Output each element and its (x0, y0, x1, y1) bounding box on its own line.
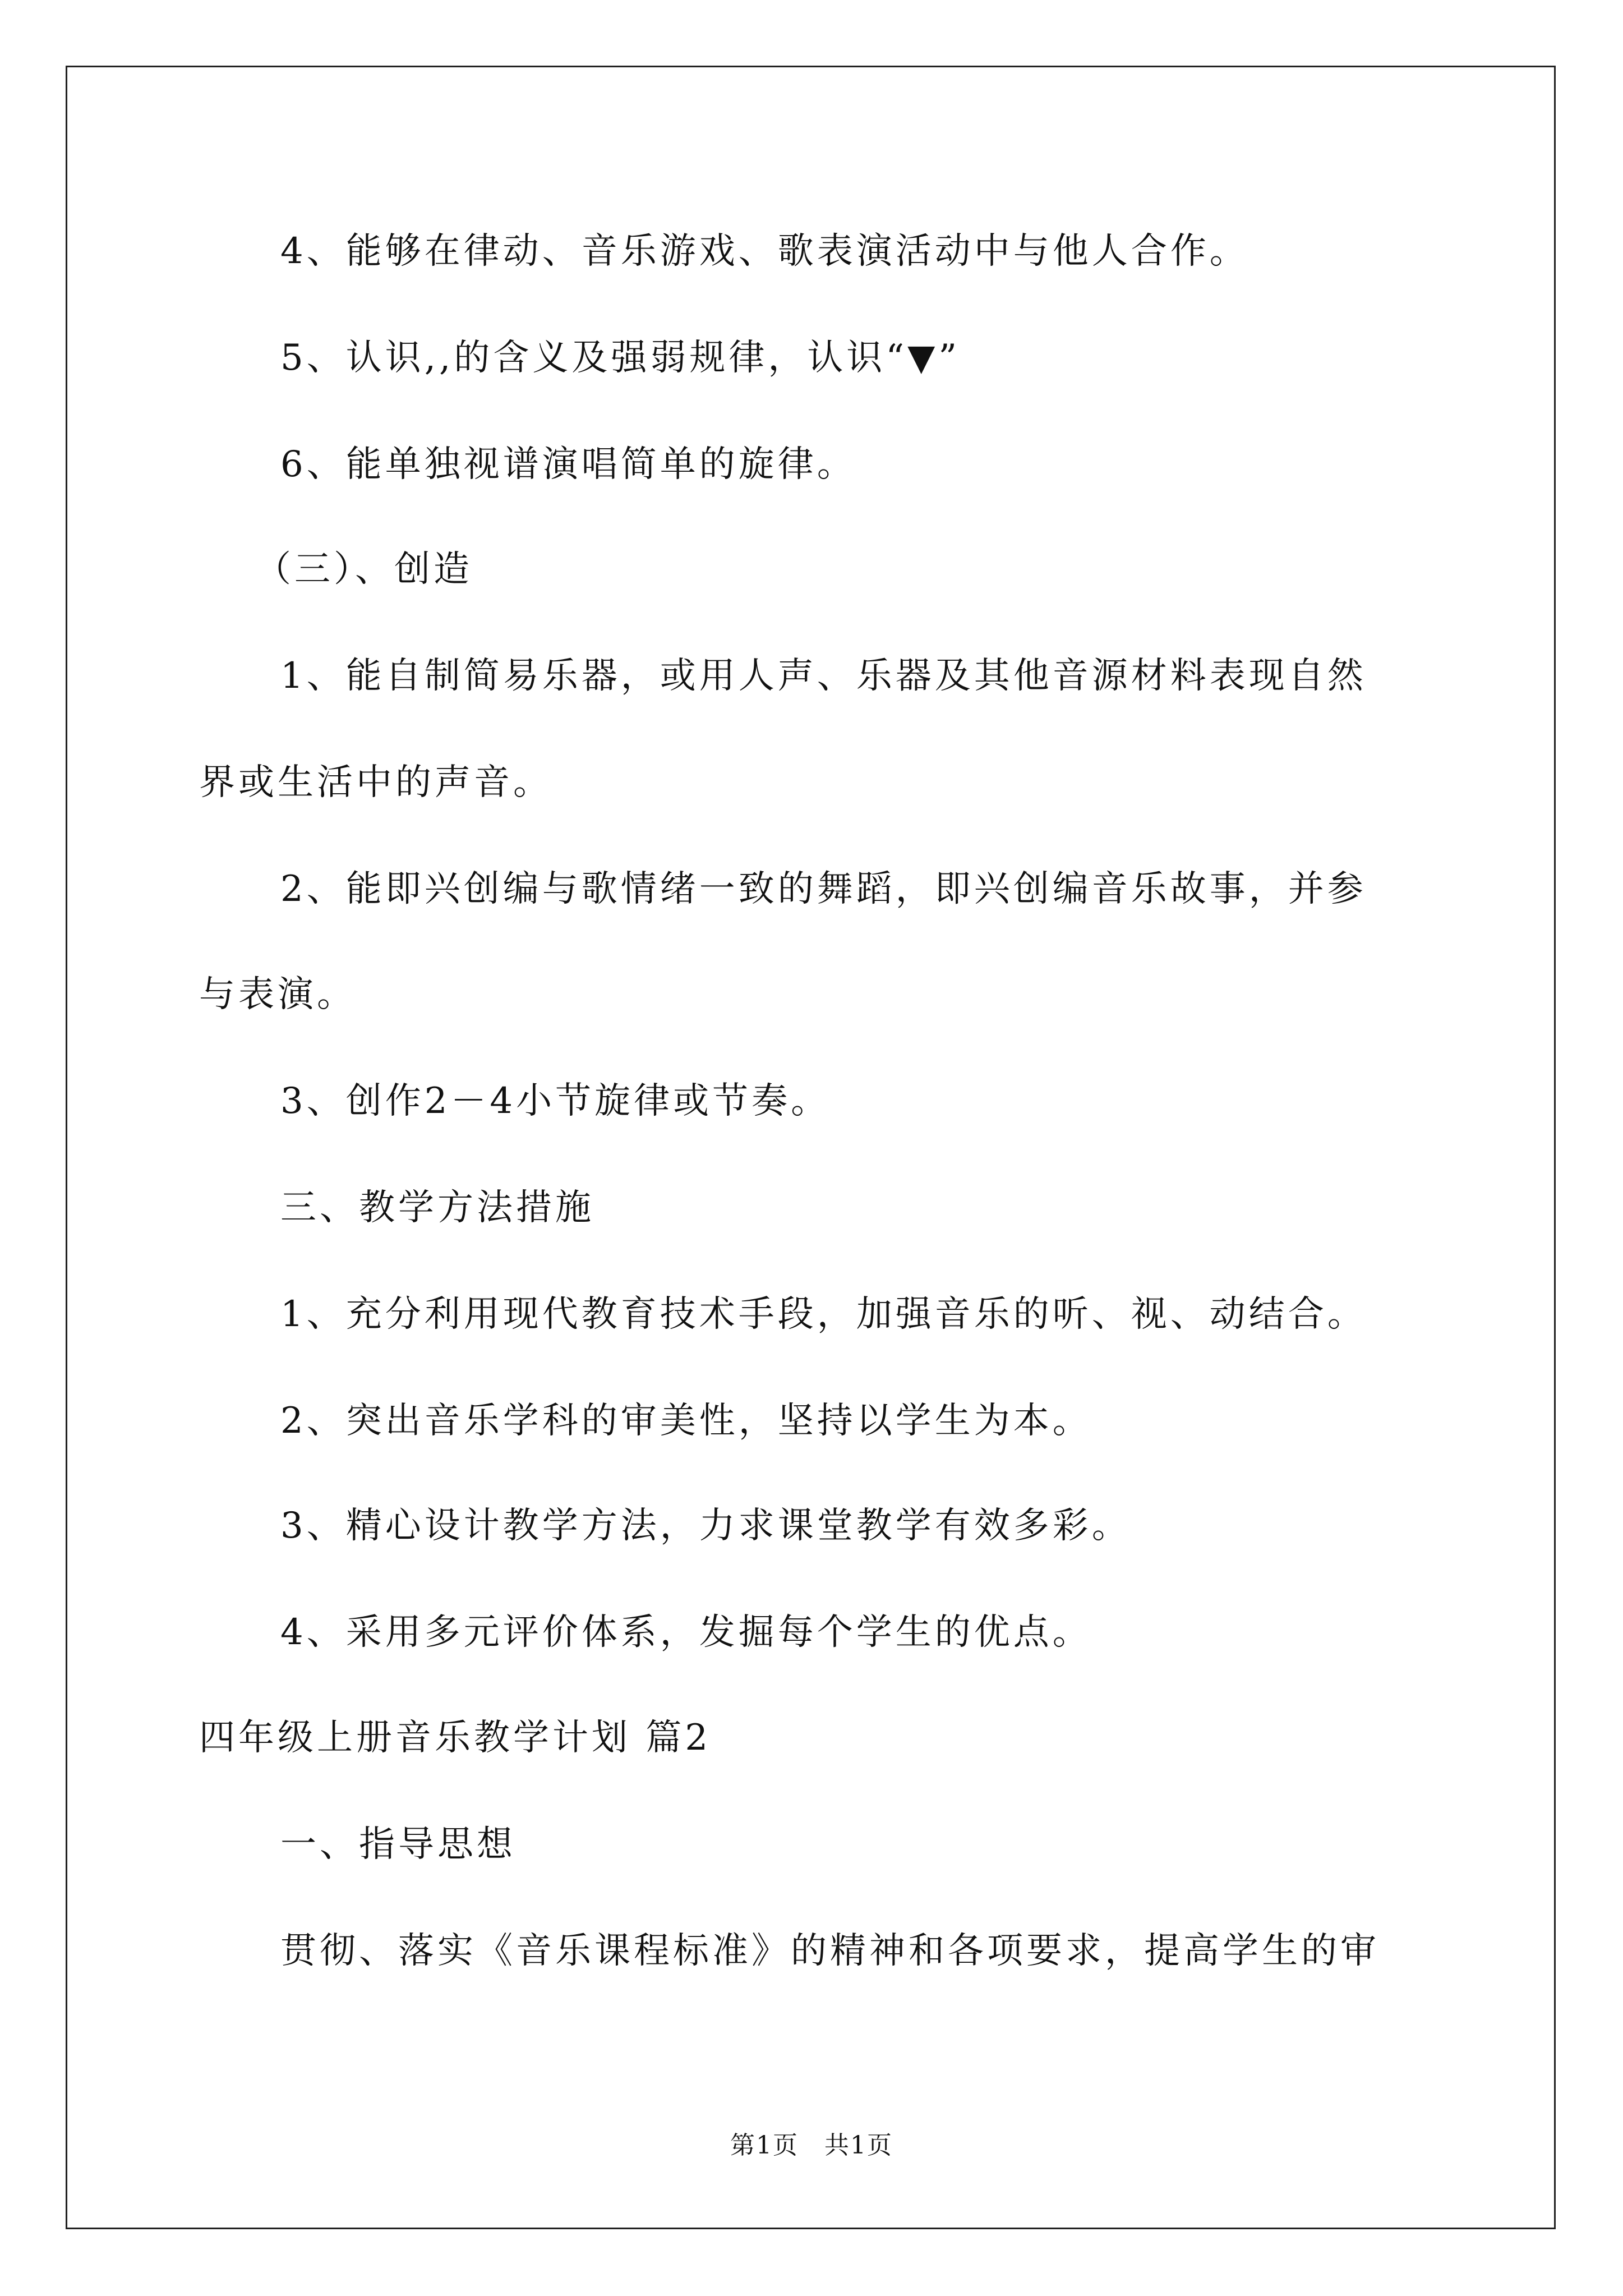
paragraph-line: 4、能够在律动、音乐游戏、歌表演活动中与他人合作。 (280, 231, 1249, 272)
paragraph-line: 3、精心设计教学方法，力求课堂教学有效多彩。 (280, 1505, 1131, 1547)
paragraph-line: 与表演。 (199, 974, 356, 1015)
paragraph-line: 1、能自制简易乐器，或用人声、乐器及其他音源材料表现自然 (280, 655, 1367, 697)
page-number: 第1页 共1页 (730, 2131, 893, 2160)
paragraph-line: 6、能单独视谱演唱简单的旋律。 (280, 444, 856, 485)
paragraph-line: 贯彻、落实《音乐课程标准》的精神和各项要求，提高学生的审 (280, 1930, 1380, 1972)
section-heading: 三、教学方法措施 (280, 1187, 594, 1228)
paragraph-line: 5、认识,,的含义及强弱规律，认识“▼” (280, 337, 961, 379)
paragraph-line: 2、突出音乐学科的审美性，坚持以学生为本。 (280, 1400, 1092, 1442)
document-title: 四年级上册音乐教学计划 篇2 (199, 1717, 712, 1759)
paragraph-line: 界或生活中的声音。 (199, 762, 552, 803)
section-heading: （三）、创造 (255, 549, 473, 590)
section-heading: 一、指导思想 (280, 1824, 516, 1865)
page-border (66, 66, 1556, 2229)
paragraph-line: 3、创作2－4小节旋律或节奏。 (280, 1080, 831, 1122)
paragraph-line: 2、能即兴创编与歌情绪一致的舞蹈，即兴创编音乐故事，并参 (280, 868, 1367, 910)
paragraph-line: 4、采用多元评价体系，发掘每个学生的优点。 (280, 1612, 1092, 1653)
paragraph-line: 1、充分利用现代教育技术手段，加强音乐的听、视、动结合。 (280, 1294, 1367, 1335)
